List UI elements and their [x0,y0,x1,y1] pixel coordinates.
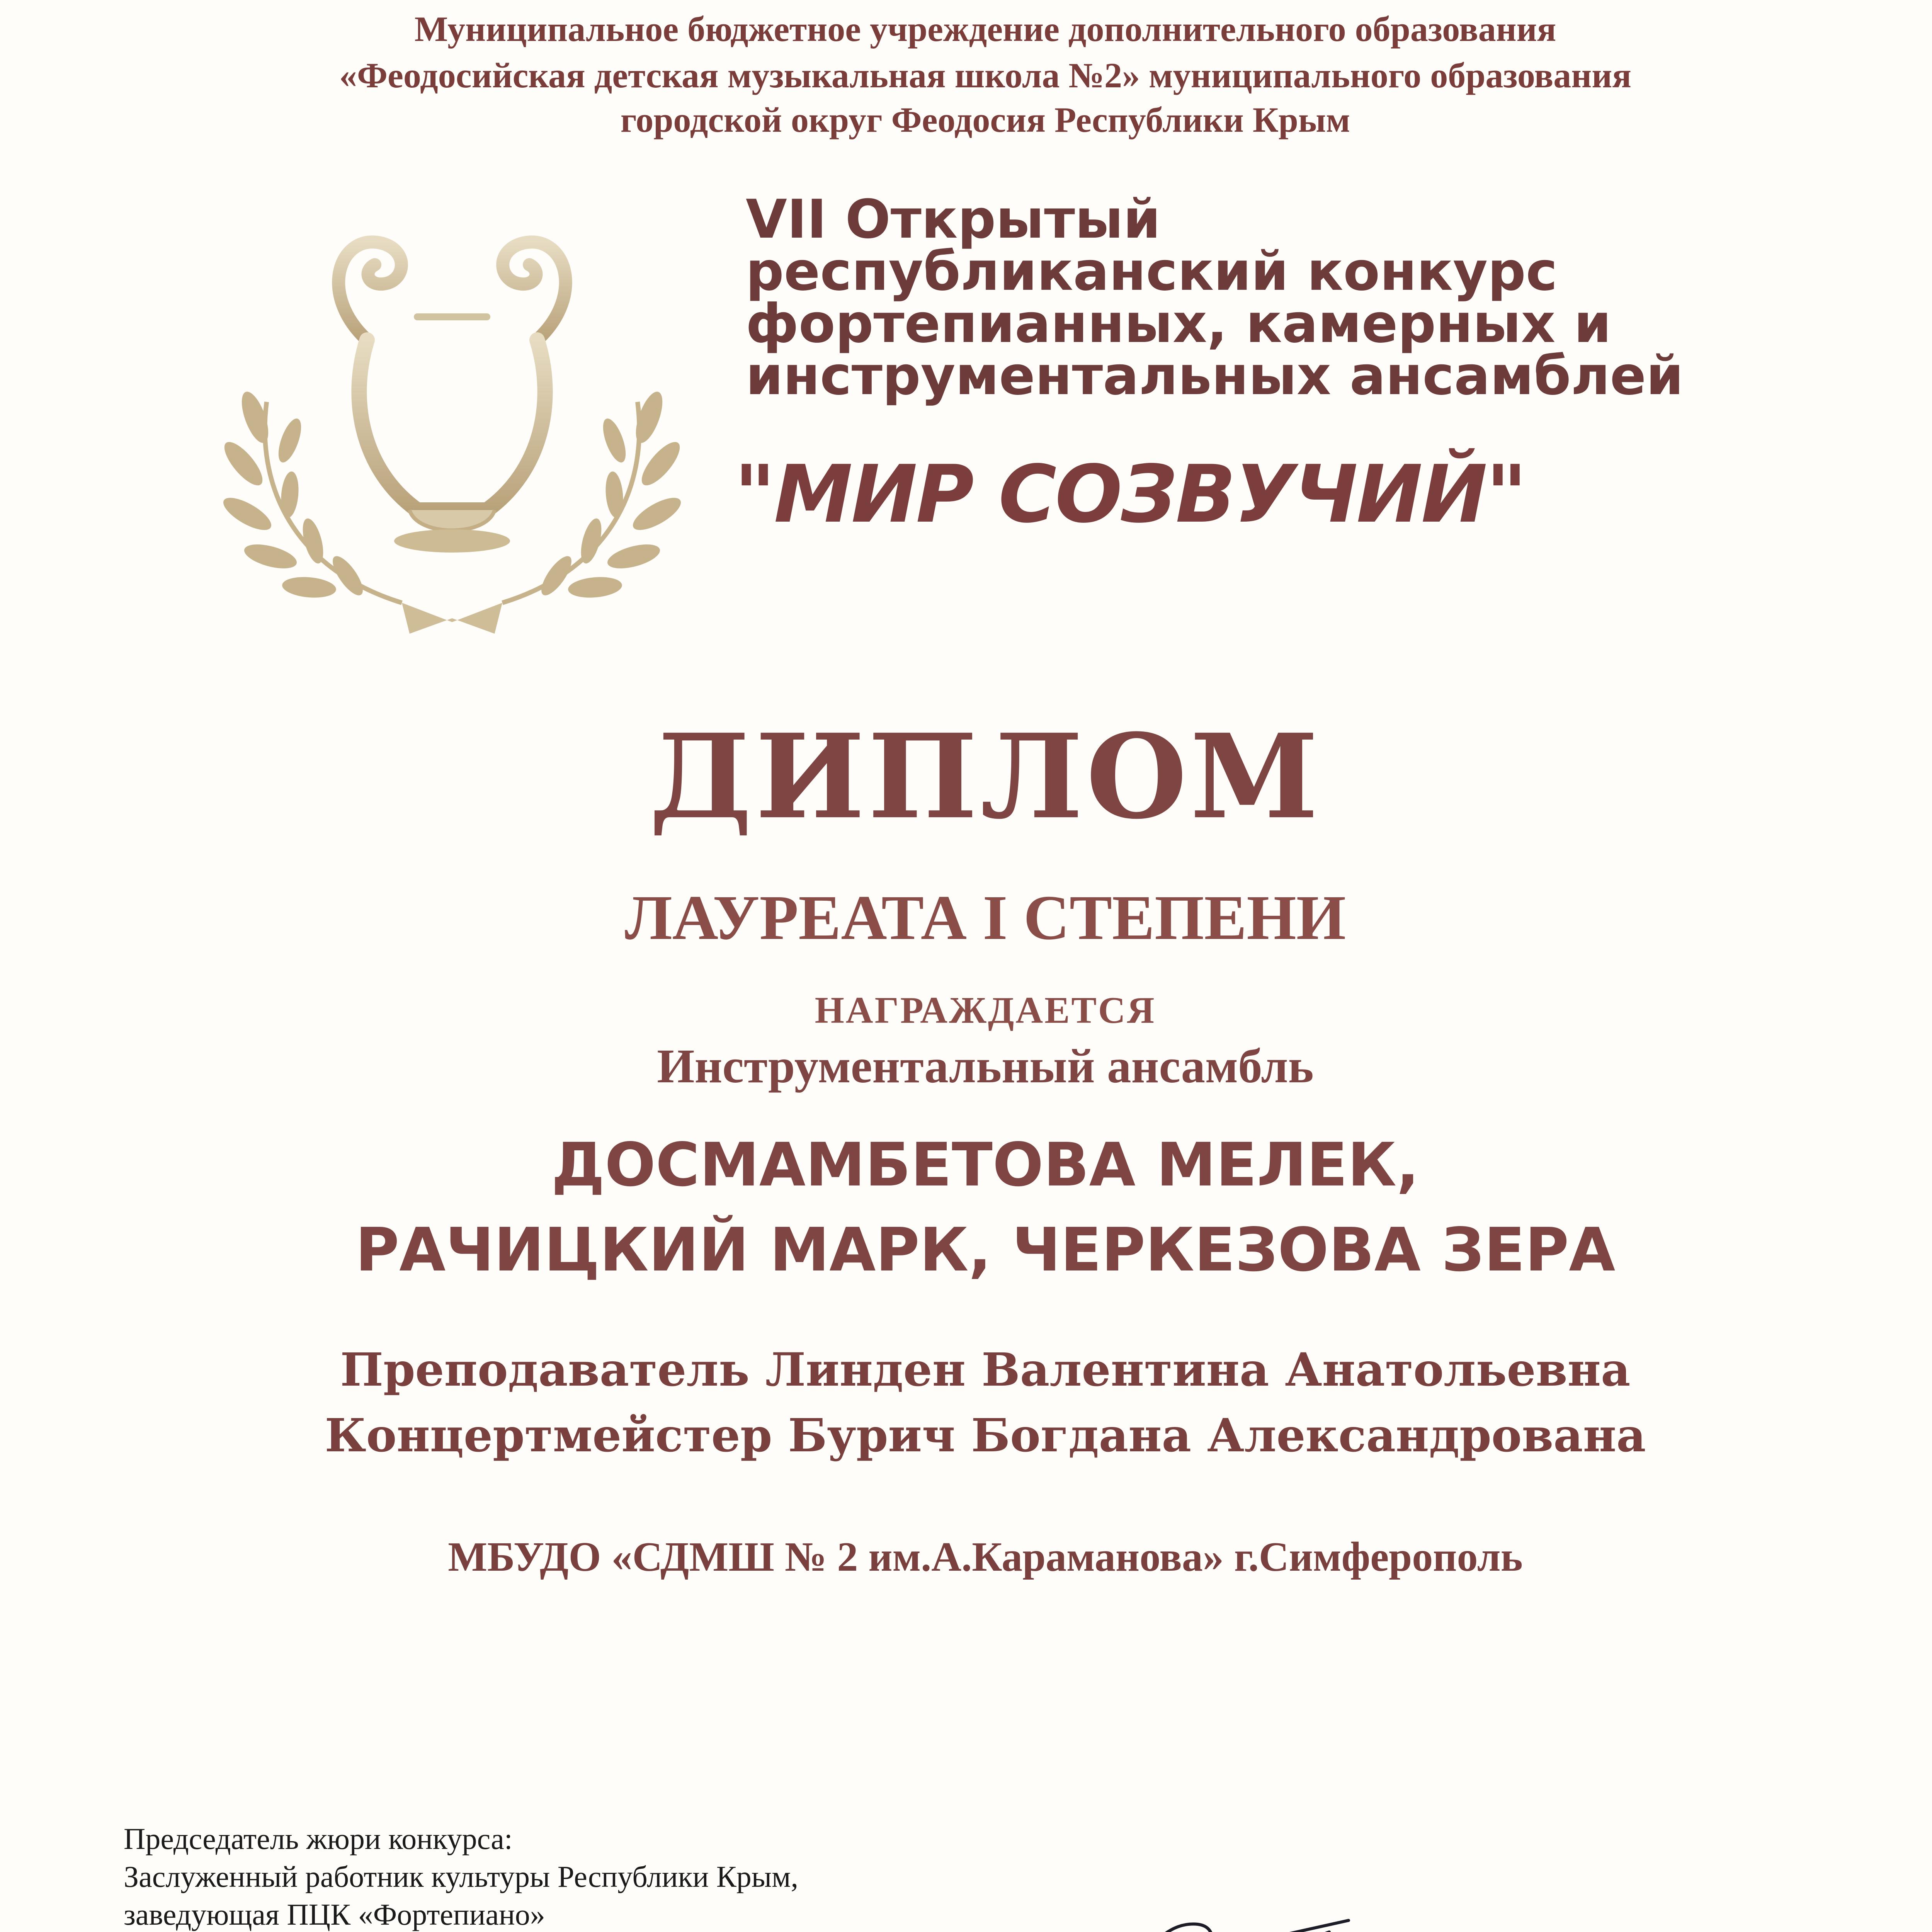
contest-title-line-1: VII Открытый [746,188,1161,250]
recipient-names-line-1: ДОСМАМБЕТОВА МЕЛЕК, [551,1130,1419,1200]
jury-chair-block [124,1820,798,1932]
contest-title [746,188,1789,407]
lyre-laurel-emblem-icon [201,201,703,645]
signature-dobrovinskaya-icon [1113,1889,1352,1932]
contest-name: "МИР СОЗВУЧИЙ" [734,449,1526,541]
jury-chair-line: заведующая ПЦК «Фортепиано» [124,1898,545,1931]
institution-header-line-3: городской округ Феодосия Республики Крым [620,100,1350,139]
accompanist-line: Концертмейстер Бурич Богдана Александрована [325,1408,1646,1462]
school-line: МБУДО «СДМШ № 2 им.А.Караманова» г.Симферополь [448,1534,1523,1580]
category-label: Инструментальный ансамбль [657,1040,1314,1093]
institution-header-line-2: «Феодосийская детская музыкальная школа №2» муниципального образования [339,56,1632,95]
contest-title-line-4: инструментальных ансамблей [746,345,1684,407]
recipient-names-line-2: РАЧИЦКИЙ МАРК, ЧЕРКЕЗОВА ЗЕРА [355,1215,1616,1285]
institution-header-line-1: Муниципальное бюджетное учреждение дополнительного образования [414,9,1556,49]
contest-title-line-2: республиканский конкурс [746,240,1558,303]
awarded-label: НАГРАЖДАЕТСЯ [815,990,1156,1031]
contest-title-line-3: фортепианных, камерных и [746,293,1612,355]
jury-chair-line: Председатель жюри конкурса: [124,1822,513,1855]
diploma-title: ДИПЛОМ [649,708,1322,845]
laureate-degree: ЛАУРЕАТА I СТЕПЕНИ [624,882,1346,953]
teacher-line: Преподаватель Линден Валентина Анатольевна [340,1343,1631,1396]
jury-chair-line: Заслуженный работник культуры Республики Крым, [124,1860,799,1893]
